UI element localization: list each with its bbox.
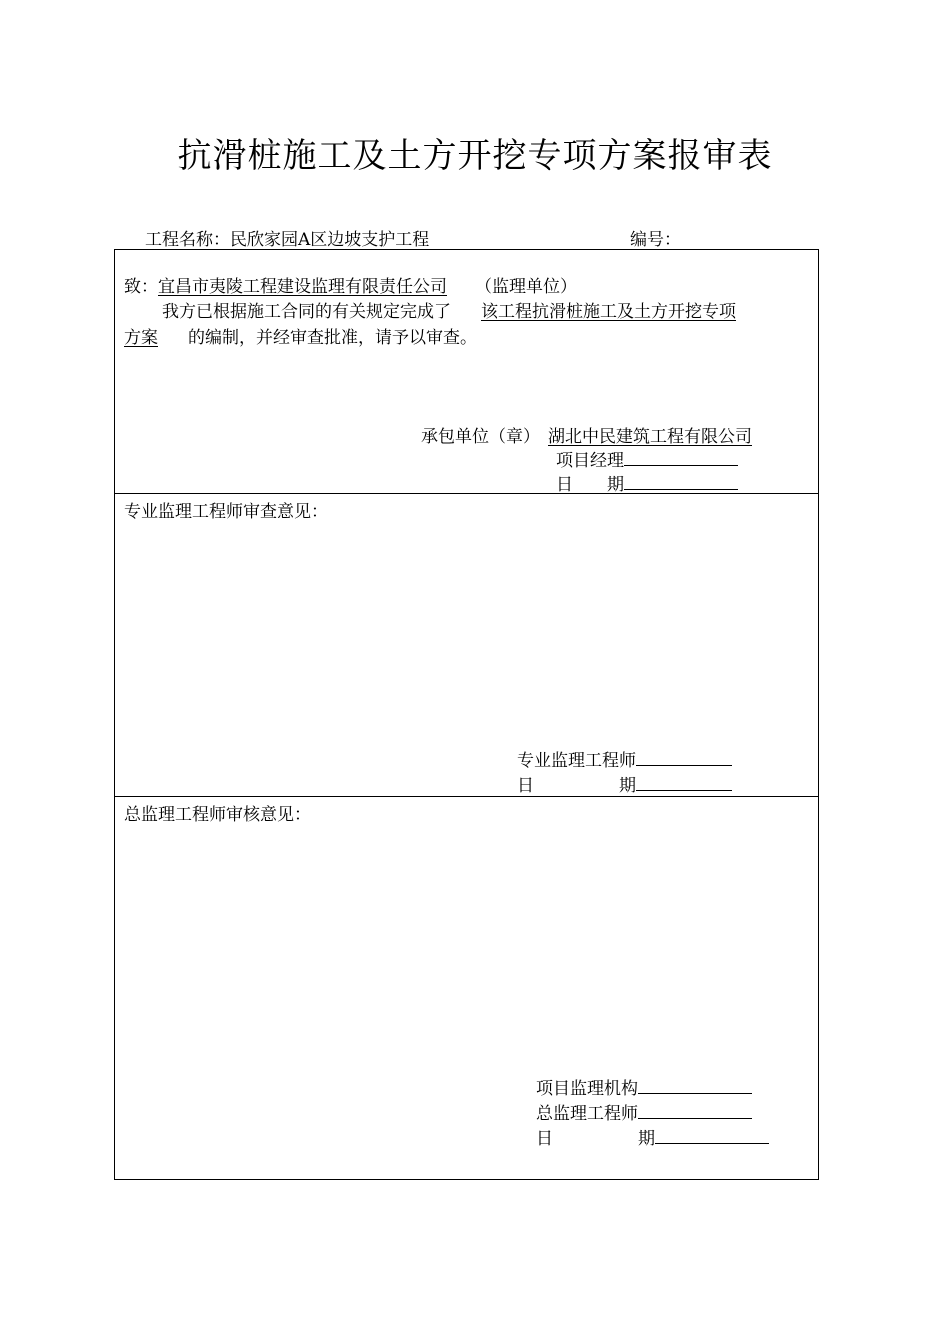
manager-line [556,446,738,471]
form-number-label: 编号： [630,230,681,250]
addressee-line [124,272,577,297]
date-label-1: 日 期 [556,475,624,495]
chief-engineer-line [536,1099,752,1124]
contractor-label: 承包单位（章） [421,427,540,447]
date-blank-3[interactable] [655,1127,769,1144]
to-label: 致： [124,277,158,297]
chief-engineer-blank[interactable] [638,1102,752,1119]
date-blank-2[interactable] [636,774,732,791]
supervision-org-blank[interactable] [638,1077,752,1094]
section-divider-2 [114,796,819,797]
specialist-engineer-blank[interactable] [636,749,732,766]
contractor-line [421,422,752,447]
date-label-2: 日 期 [517,776,636,796]
date-label-3: 日 期 [536,1129,655,1149]
specialist-engineer-label: 专业监理工程师 [517,751,636,771]
form-title: 抗滑桩施工及土方开挖专项方案报审表 [177,136,773,176]
date-line-3 [536,1124,769,1149]
specialist-engineer-line [517,746,732,771]
form-table [114,249,819,1180]
project-name-value: 民欣家园A区边坡支护工程 [230,230,430,250]
project-name-label: 工程名称： [145,230,230,250]
chief-engineer-label: 总监理工程师 [536,1104,638,1124]
contractor-name: 湖北中民建筑工程有限公司 [548,427,752,447]
date-line-2 [517,771,732,796]
project-name-line [145,225,429,250]
submission-body-line2 [124,323,477,348]
chief-review-heading: 总监理工程师审核意见： [124,805,311,825]
body-item-part1: 该工程抗滑桩施工及土方开挖专项 [481,302,736,322]
date-blank-1[interactable] [624,473,738,490]
date-line-1 [556,470,738,495]
manager-label: 项目经理 [556,451,624,471]
body-suffix: 的编制，并经审查批准，请予以审查。 [188,328,477,348]
supervision-org-label: 项目监理机构 [536,1079,638,1099]
supervisor-unit-note: （监理单位） [475,277,577,297]
supervision-org-line [536,1074,752,1099]
submission-body-line1 [162,297,736,322]
body-prefix: 我方已根据施工合同的有关规定完成了 [162,302,451,322]
manager-signature-blank[interactable] [624,449,738,466]
supervisor-company: 宜昌市夷陵工程建设监理有限责任公司 [158,277,447,297]
body-item-part2: 方案 [124,328,158,348]
specialist-review-heading: 专业监理工程师审查意见： [124,502,328,522]
